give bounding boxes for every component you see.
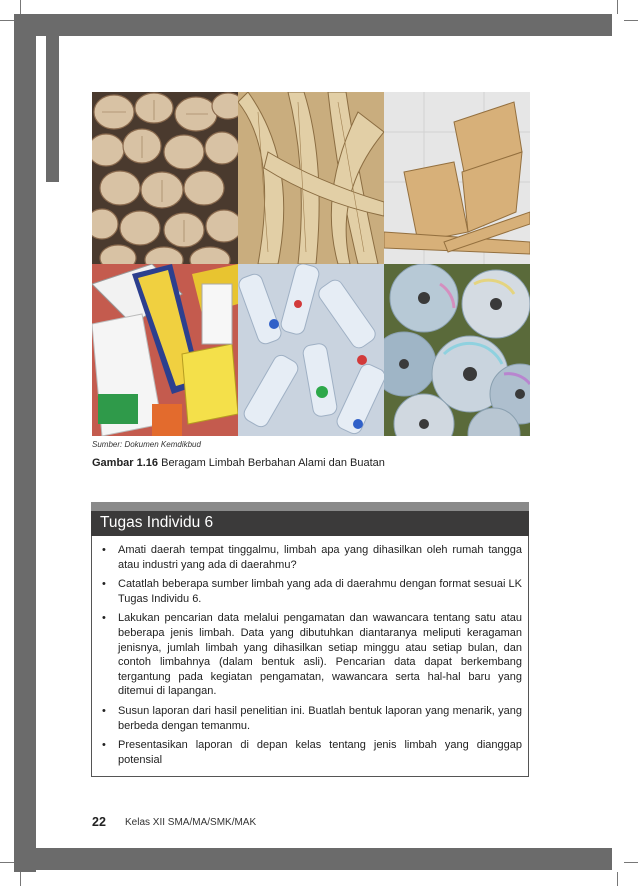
task-title: Tugas Individu 6 (100, 514, 214, 531)
crop-mark (624, 862, 638, 863)
figure-caption (92, 457, 385, 469)
figure-caption-label: Gambar 1.16 (92, 457, 159, 469)
photo-compact-discs (384, 264, 530, 436)
crop-mark (624, 20, 638, 21)
page-frame-top (14, 14, 612, 36)
footer-text: Kelas XII SMA/MA/SMK/MAK (125, 817, 257, 828)
figure-source: Sumber: Dokumen Kemdikbud (92, 440, 201, 449)
crop-mark (0, 862, 14, 863)
task-box-top-band (91, 502, 529, 511)
task-list (98, 543, 522, 772)
page-frame-bottom (14, 848, 612, 870)
waste-photo-collage (92, 92, 530, 436)
page-frame-left (14, 14, 36, 872)
crop-mark (20, 0, 21, 14)
photo-wooden-crate (384, 92, 530, 264)
task-item: • Susun laporan dari hasil penelitian ini. Buatlah bentuk laporan yang menarik, yang berbeda dengan temanmu. (98, 704, 522, 733)
crop-mark (617, 872, 618, 886)
crop-mark (0, 20, 14, 21)
task-item: • Presentasikan laporan di depan kelas tentang jenis limbah yang dianggap potensial (98, 738, 522, 767)
task-item: • Amati daerah tempat tinggalmu, limbah apa yang dihasilkan oleh rumah tangga atau industri yang ada di daerahmu? (98, 543, 522, 572)
crop-mark (617, 0, 618, 14)
crop-mark (20, 872, 21, 886)
figure-caption-text: Beragam Limbah Berbahan Alami dan Buatan (158, 457, 385, 469)
photo-corn-husks (238, 92, 384, 264)
page-tab-marker (46, 36, 59, 182)
task-item: • Lakukan pencarian data melalui pengamatan dan wawancara tentang satu atau beberapa jenis limbah. Data yang dibutuhkan diantaranya meliputi keragaman jenisnya, jumlah limbah yang dihasilkan setiap minggu atau setiap bulan, dan contoh limbahnya (dalam bentuk asli). Pencarian data dapat berkembang tergantung pada kegiatan pengamatan, wawancara serta hal-hal baru yang ditemui di lapangan. (98, 611, 522, 699)
photo-plastic-bottles (238, 264, 384, 436)
photo-paper-packaging (92, 264, 238, 436)
task-item: • Catatlah beberapa sumber limbah yang ada di daerahmu dengan format sesuai LK Tugas Individu 6. (98, 577, 522, 606)
photo-seashells (92, 92, 238, 264)
page-number: 22 (92, 815, 106, 829)
